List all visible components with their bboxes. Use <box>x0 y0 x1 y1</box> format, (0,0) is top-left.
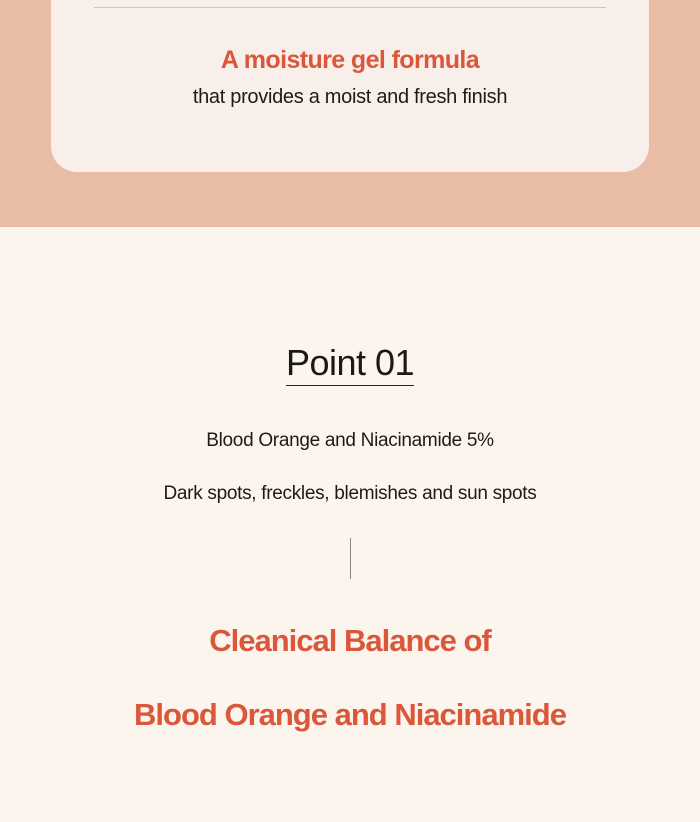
closing-headline-line-1: Cleanical Balance of <box>209 623 491 658</box>
point-title: Point 01 <box>286 343 414 386</box>
point-section <box>0 343 700 386</box>
card-subline: that provides a moist and fresh finish <box>192 86 508 108</box>
formula-card <box>51 0 649 172</box>
point-benefit-line: Dark spots, freckles, blemishes and sun spots <box>163 483 537 504</box>
card-divider <box>94 7 606 8</box>
top-accent-band <box>0 0 700 227</box>
closing-headline-line-2: Blood Orange and Niacinamide <box>134 697 566 732</box>
point-ingredient-line: Blood Orange and Niacinamide 5% <box>206 430 494 451</box>
vertical-divider <box>350 538 351 579</box>
card-headline: A moisture gel formula <box>220 46 480 74</box>
